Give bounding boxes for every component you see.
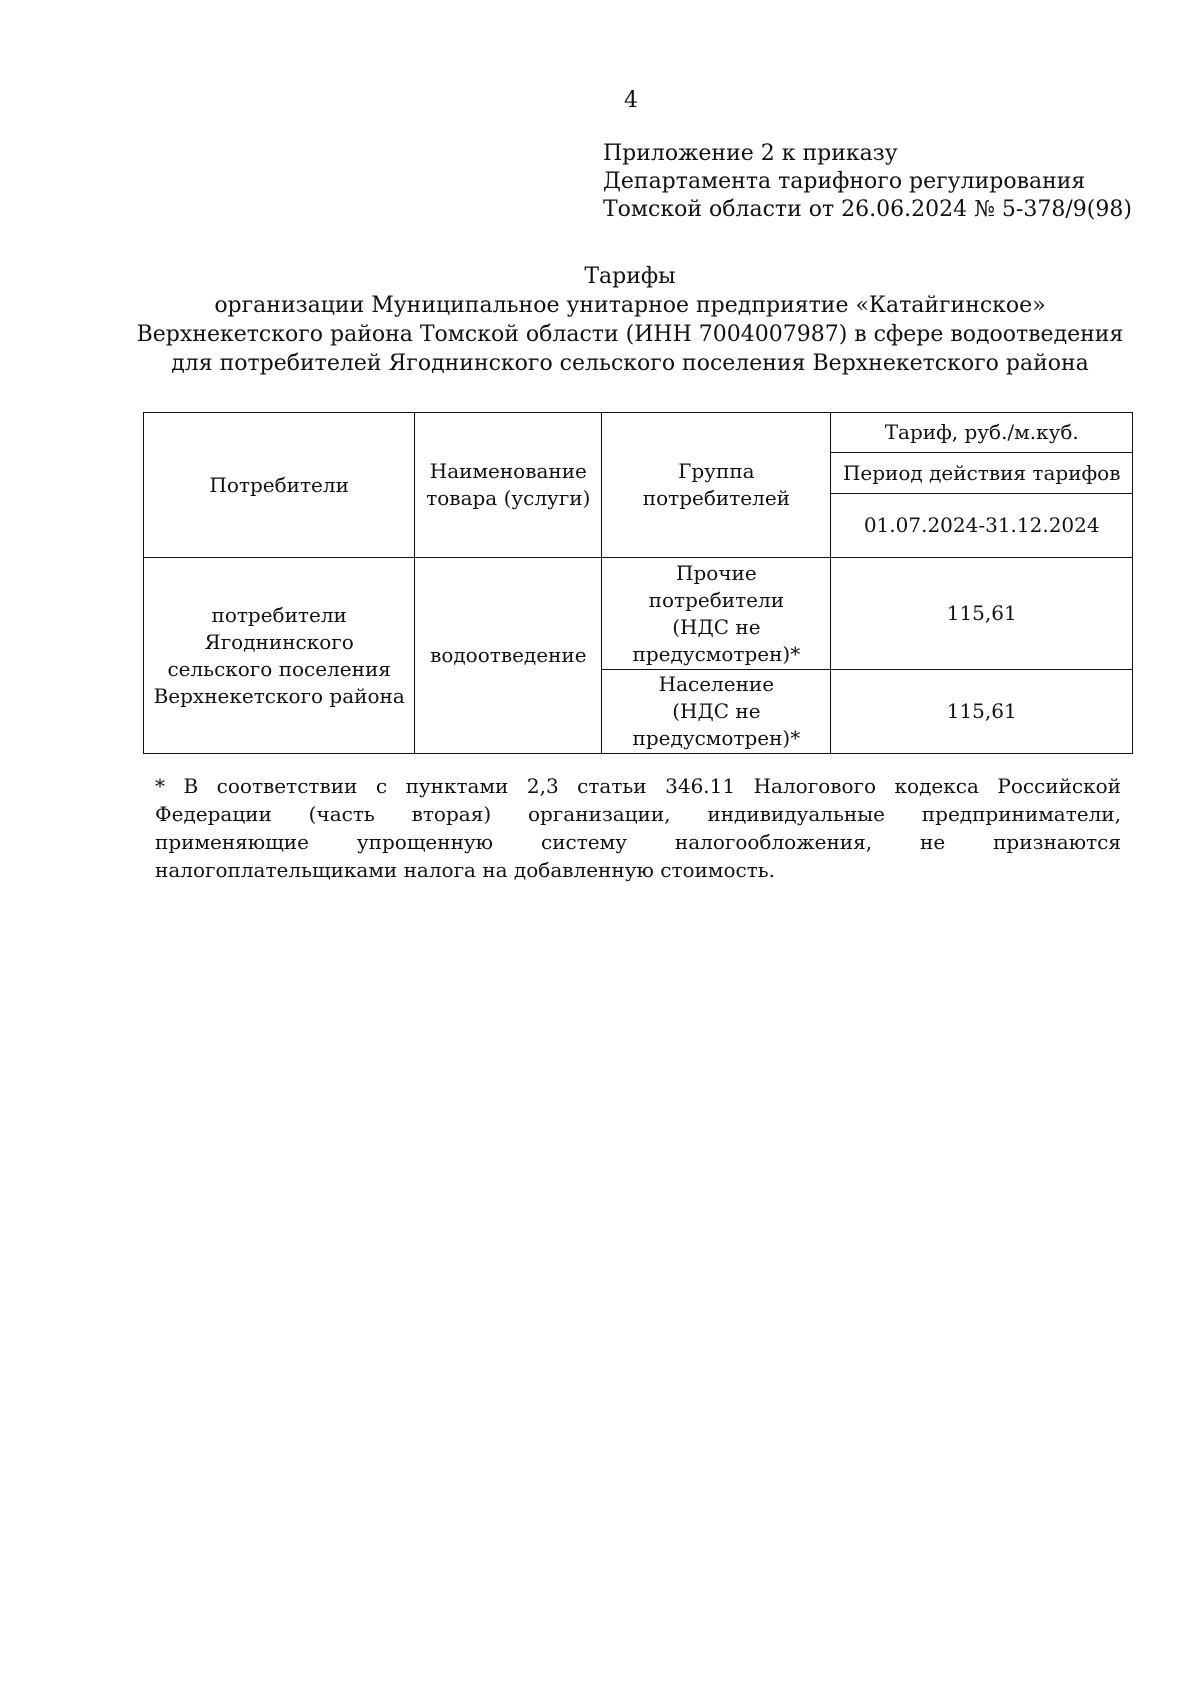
title-line: для потребителей Ягоднинского сельского поселения Верхнекетского района xyxy=(171,351,1089,376)
cell-tariff: 115,61 xyxy=(831,670,1133,754)
header-period: 01.07.2024-31.12.2024 xyxy=(831,494,1133,558)
page-number: 4 xyxy=(624,88,638,113)
header-period-label: Период действия тарифов xyxy=(831,453,1133,494)
header-product: Наименование товара (услуги) xyxy=(415,413,602,558)
header-consumers: Потребители xyxy=(144,413,415,558)
table-row xyxy=(144,558,1133,670)
footnote: * В соответствии с пунктами 2,3 статьи 346.11 Налогового кодекса Российской Федерации (часть вторая) организации, индивидуальные предприниматели, применяющие упрощенную систему налогообложения, не признаются налогоплательщиками налога на добавленную стоимость. xyxy=(155,774,1121,882)
cell-product: водоотведение xyxy=(415,558,602,754)
table-header-row xyxy=(144,413,1133,453)
document-title xyxy=(130,262,1130,378)
appendix-line: Приложение 2 к приказу xyxy=(603,141,898,166)
tariff-table xyxy=(143,412,1133,754)
appendix-reference xyxy=(603,140,1132,224)
title-line: Верхнекетского района Томской области (ИНН 7004007987) в сфере водоотведения xyxy=(136,322,1124,347)
cell-tariff: 115,61 xyxy=(831,558,1133,670)
cell-group: Прочие потребители (НДС не предусмотрен)* xyxy=(602,558,831,670)
appendix-line: Департамента тарифного регулирования xyxy=(603,169,1086,194)
appendix-line: Томской области от 26.06.2024 № 5-378/9(98) xyxy=(603,197,1132,222)
header-group: Группа потребителей xyxy=(602,413,831,558)
header-tariff: Тариф, руб./м.куб. xyxy=(831,413,1133,453)
title-line: организации Муниципальное унитарное предприятие «Катайгинское» xyxy=(214,293,1046,318)
title-line: Тарифы xyxy=(584,264,676,289)
cell-consumers: потребители Ягоднинского сельского поселения Верхнекетского района xyxy=(144,558,415,754)
cell-group: Население (НДС не предусмотрен)* xyxy=(602,670,831,754)
